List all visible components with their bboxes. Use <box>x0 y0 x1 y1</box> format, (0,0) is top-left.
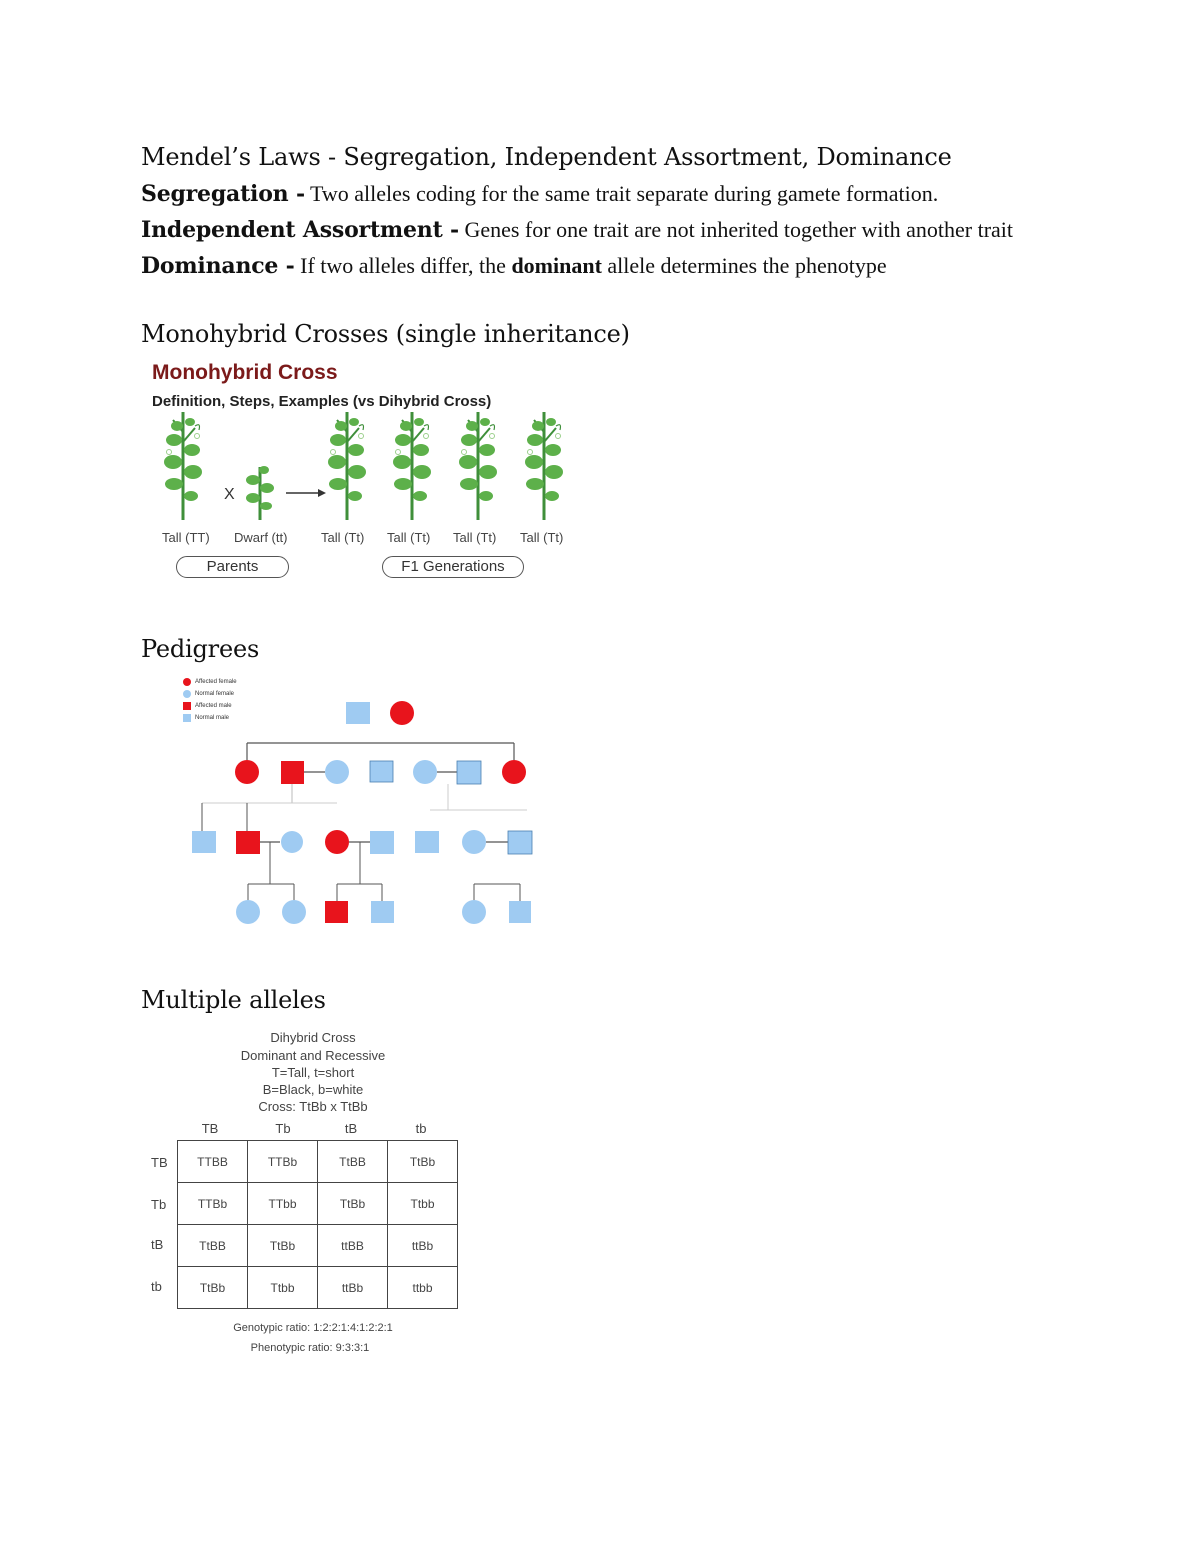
cross-symbol: X <box>224 486 235 503</box>
tall-plant-icon <box>525 412 563 520</box>
normal-male <box>370 831 394 854</box>
normal-male <box>509 901 531 923</box>
law-independent-assortment <box>141 217 1013 243</box>
genotypic-ratio: Genotypic ratio: 1:2:2:1:4:1:2:2:1 <box>233 1322 393 1334</box>
normal-male <box>457 761 481 784</box>
punnett-row-header: TB <box>151 1155 168 1170</box>
punnett-cell: TTbb <box>248 1183 318 1225</box>
plant-label: Tall (Tt) <box>387 530 431 545</box>
heading-monohybrid: Monohybrid Crosses (single inheritance) <box>141 320 630 348</box>
punnett-title-line: Dihybrid Cross <box>270 1030 356 1045</box>
punnett-row <box>178 1141 458 1183</box>
normal-female <box>282 900 306 924</box>
punnett-cell: TtBb <box>248 1225 318 1267</box>
monohybrid-figure-subtitle: Definition, Steps, Examples (vs Dihybrid Cross) <box>152 393 492 410</box>
parents-label: Parents <box>176 556 289 578</box>
punnett-square <box>177 1140 458 1309</box>
punnett-cell: TtBb <box>178 1267 248 1309</box>
punnett-cell: ttbb <box>388 1267 458 1309</box>
normal-male <box>192 831 216 853</box>
legend-affected-female: Affected female <box>195 679 237 685</box>
plant-label: Tall (Tt) <box>453 530 497 545</box>
normal-male <box>415 831 439 853</box>
dwarf-plant-icon <box>246 466 274 520</box>
punnett-title-line: B=Black, b=white <box>262 1082 364 1097</box>
law-term: Dominance - <box>141 253 295 279</box>
affected-female <box>325 830 349 854</box>
normal-male <box>508 831 532 854</box>
law-definition-pre: If two alleles differ, the <box>294 253 512 278</box>
affected-male <box>236 831 260 854</box>
heading-multiple-alleles: Multiple alleles <box>141 986 326 1014</box>
punnett-row-header: Tb <box>151 1197 167 1212</box>
affected-female <box>502 760 526 784</box>
law-definition: Genes for one trait are not inherited together with another trait <box>458 217 1014 242</box>
monohybrid-plants-figure <box>140 412 590 527</box>
punnett-title-line: Dominant and Recessive <box>240 1048 386 1063</box>
tall-plant-icon <box>459 412 497 520</box>
law-dominance <box>141 253 887 279</box>
punnett-cell: ttBB <box>318 1225 388 1267</box>
heading-mendels-laws: Mendel’s Laws - Segregation, Independent Assortment, Dominance <box>141 143 952 171</box>
punnett-cell: ttBb <box>318 1267 388 1309</box>
punnett-col-header: Tb <box>275 1121 291 1136</box>
normal-male <box>346 702 370 724</box>
legend-affected-male: Affected male <box>195 703 232 709</box>
law-definition <box>295 253 887 278</box>
affected-male <box>325 901 348 923</box>
plant-label: Dwarf (tt) <box>234 530 288 545</box>
plant-label: Tall (TT) <box>162 530 210 545</box>
affected-female-swatch <box>183 678 191 686</box>
law-definition: Two alleles coding for the same trait separate during gamete formation. <box>304 181 939 206</box>
punnett-title-line: Cross: TtBb x TtBb <box>258 1099 368 1114</box>
normal-male <box>371 901 394 923</box>
affected-female <box>390 701 414 725</box>
law-segregation <box>141 181 938 207</box>
arrow-right-icon <box>318 489 326 497</box>
punnett-cell: Ttbb <box>248 1267 318 1309</box>
punnett-col-header: tb <box>415 1121 427 1136</box>
normal-female <box>413 760 437 784</box>
law-definition-post: allele determines the phenotype <box>601 253 887 278</box>
normal-female <box>462 900 486 924</box>
normal-male <box>370 761 393 782</box>
punnett-cell: TtBB <box>178 1225 248 1267</box>
normal-female <box>281 831 303 853</box>
legend-normal-male: Normal male <box>195 715 230 721</box>
tall-plant-icon <box>328 412 366 520</box>
punnett-title-line: T=Tall, t=short <box>271 1065 355 1080</box>
punnett-cell: TtBb <box>388 1141 458 1183</box>
punnett-col-header: TB <box>201 1121 219 1136</box>
punnett-row <box>178 1183 458 1225</box>
phenotypic-ratio: Phenotypic ratio: 9:3:3:1 <box>250 1342 370 1354</box>
law-term: Independent Assortment - <box>141 217 459 243</box>
heading-pedigrees: Pedigrees <box>141 635 260 663</box>
punnett-cell: TTBB <box>178 1141 248 1183</box>
punnett-cell: TTBb <box>178 1183 248 1225</box>
punnett-row <box>178 1267 458 1309</box>
punnett-cell: TtBb <box>318 1183 388 1225</box>
law-term: Segregation - <box>141 181 305 207</box>
punnett-cell: Ttbb <box>388 1183 458 1225</box>
f1-generations-label: F1 Generations <box>382 556 524 578</box>
normal-female <box>462 830 486 854</box>
normal-female <box>325 760 349 784</box>
punnett-col-header: tB <box>344 1121 358 1136</box>
pedigree-chart <box>180 690 550 930</box>
tall-plant-icon <box>164 412 202 520</box>
tall-plant-icon <box>393 412 431 520</box>
punnett-row <box>178 1225 458 1267</box>
affected-male <box>281 761 304 784</box>
law-definition-bold: dominant <box>511 253 602 278</box>
punnett-row-header: tb <box>151 1279 162 1294</box>
plant-label: Tall (Tt) <box>321 530 365 545</box>
normal-female <box>236 900 260 924</box>
plant-label: Tall (Tt) <box>520 530 564 545</box>
punnett-cell: TtBB <box>318 1141 388 1183</box>
affected-female <box>235 760 259 784</box>
punnett-cell: TTBb <box>248 1141 318 1183</box>
monohybrid-figure-title: Monohybrid Cross <box>152 361 338 384</box>
punnett-row-header: tB <box>151 1237 164 1252</box>
punnett-cell: ttBb <box>388 1225 458 1267</box>
legend-normal-female: Normal female <box>195 691 235 697</box>
